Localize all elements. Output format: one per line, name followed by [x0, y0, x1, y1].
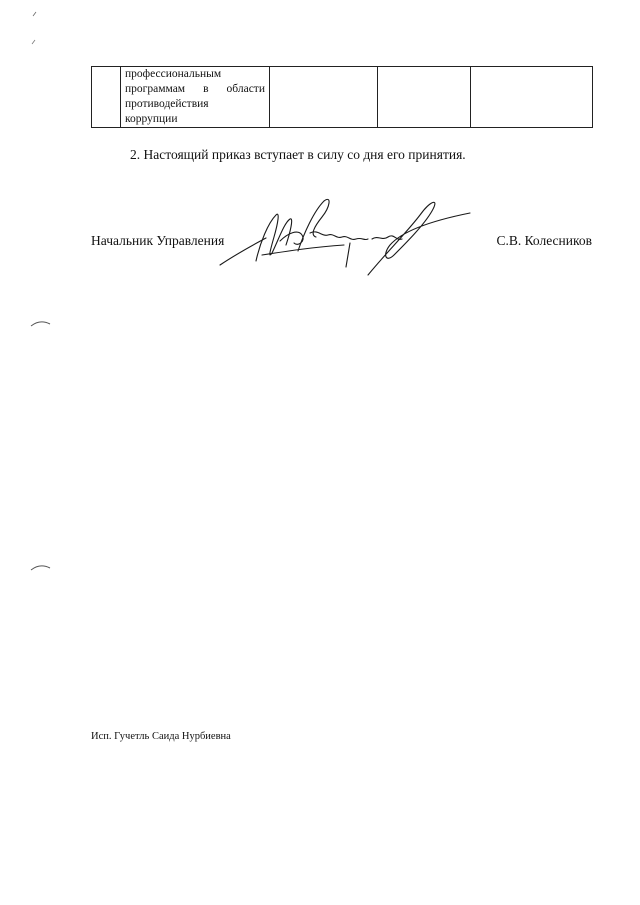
document-table [91, 66, 593, 128]
signer-name: С.В. Колесников [496, 233, 592, 248]
scan-mark-icon [30, 10, 44, 50]
table-cell-empty [270, 67, 378, 128]
order-paragraph: 2. Настоящий приказ вступает в силу со дня его принятия. [130, 147, 466, 162]
table-row [92, 67, 593, 128]
scan-mark-icon [30, 318, 52, 328]
table-cell-line: программам в области [125, 83, 265, 95]
table-cell-text [125, 67, 265, 127]
signer-title: Начальник Управления [91, 233, 225, 248]
table-cell-empty [378, 67, 471, 128]
table-cell-empty [471, 67, 593, 128]
table-cell-line: противодействия [125, 98, 209, 110]
handwritten-signature-icon [218, 193, 476, 285]
table-cell-line: коррупции [125, 113, 178, 125]
table-cell-line: профессиональным [125, 68, 222, 80]
scan-mark-icon [30, 562, 52, 572]
executor-note: Исп. Гучетль Саида Нурбиевна [91, 731, 231, 742]
table-cell-description [121, 67, 270, 128]
table-cell-number [92, 67, 121, 128]
